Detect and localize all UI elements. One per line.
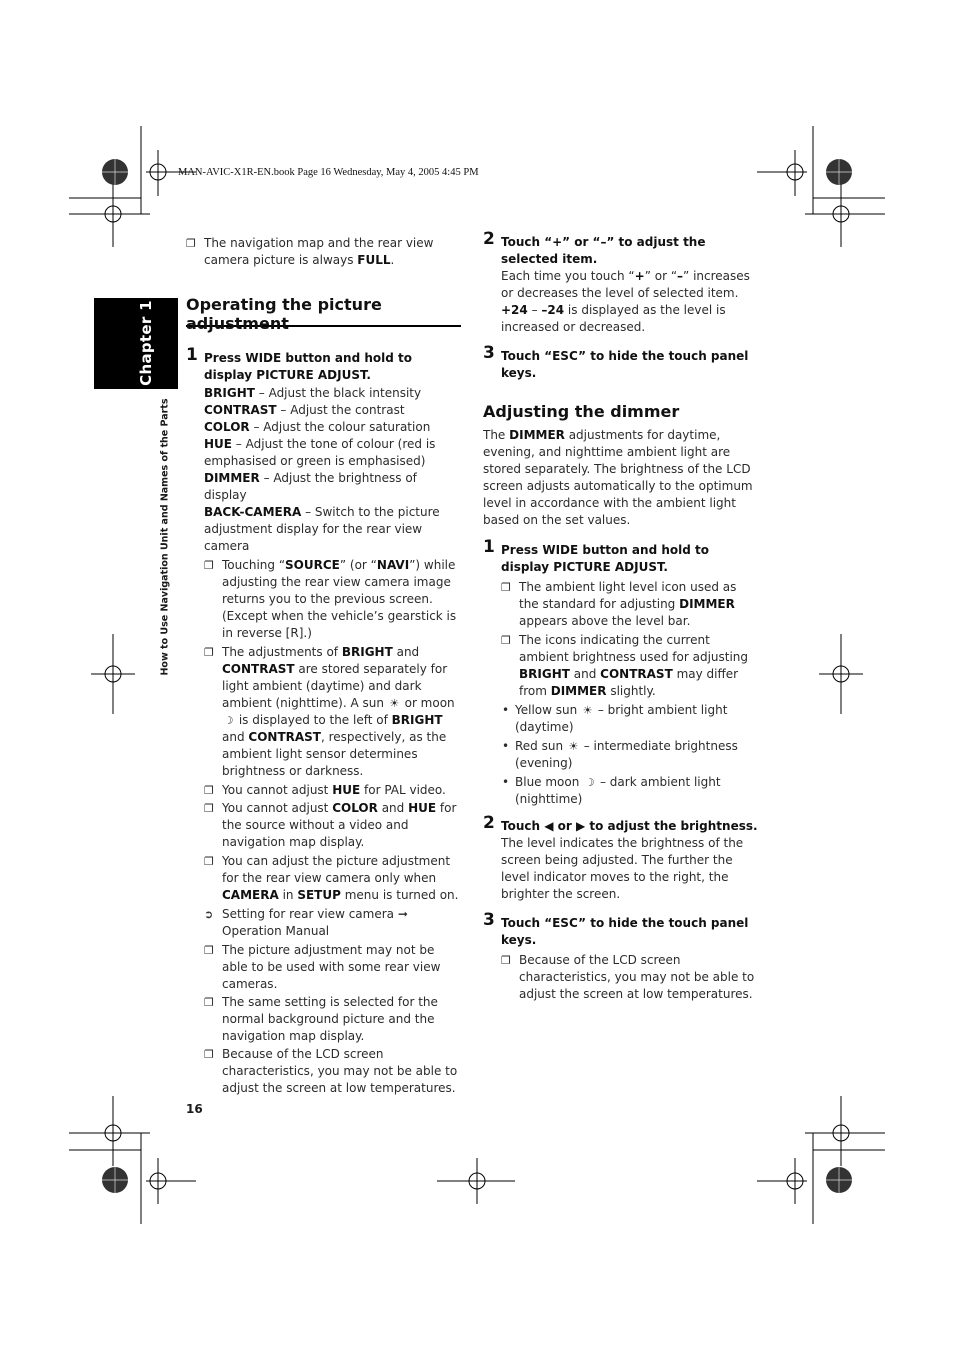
section-label: How to Use Navigation Unit and Names of the Parts [159, 398, 171, 676]
checkbox-bullet-icon: ❐ [501, 581, 511, 594]
step-title: Touch “ESC” to hide the touch panel keys. [501, 349, 749, 380]
checkbox-bullet-icon: ❐ [204, 784, 214, 797]
sun-icon: ☀ [582, 704, 593, 717]
step-body: +24 – –24 is displayed as the level is increased or decreased. [501, 303, 726, 334]
definition-item: HUE – Adjust the tone of colour (red is emphasised or green is emphasised) [204, 437, 436, 468]
definition-item: BACK-CAMERA – Switch to the picture adjustment display for the rear view camera [204, 505, 440, 553]
step-1 [186, 345, 462, 1097]
step-body: The level indicates the brightness of the screen being adjusted. The further the level indicator moves to the right, the brighter the screen. [501, 836, 744, 901]
step-number: 3 [483, 343, 495, 363]
step-3 [483, 343, 759, 382]
reference-item: ➲ Setting for rear view camera ➞ Operation Manual [204, 907, 408, 938]
note-item: ❐ Because of the LCD screen characteristics, you may not be able to adjust the screen at low temperatures. [204, 1047, 458, 1095]
checkbox-bullet-icon: ❐ [204, 1048, 214, 1061]
checkbox-bullet-icon: ❐ [501, 634, 511, 647]
step-number: 1 [483, 537, 495, 557]
note-item: ❐ You can adjust the picture adjustment for the rear view camera only when CAMERA in SETUP menu is turned on. [204, 854, 459, 902]
note-item: ❐ Touching “SOURCE” (or “NAVI”) while adjusting the rear view camera image returns you to the previous screen. (Except when the vehicle’s gearstick is in reverse [R].) [204, 558, 457, 640]
dimmer-step-2 [483, 813, 759, 903]
step-number: 1 [186, 345, 198, 365]
definition-item: CONTRAST – Adjust the contrast [204, 403, 405, 417]
chapter-label: Chapter 1 [137, 300, 155, 386]
step-title: Touch “ESC” to hide the touch panel keys. [501, 916, 749, 947]
section-intro: The DIMMER adjustments for daytime, evening, and nighttime ambient light are stored separately. The brightness of the LCD screen adjusts automatically to the optimum level in accordance with the ambient light based on the set values. [483, 428, 753, 527]
step-title: Touch ◀ or ▶ to adjust the brightness. [501, 819, 758, 833]
page-number: 16 [186, 1102, 203, 1116]
list-item: • Yellow sun ☀ – bright ambient light (daytime) [502, 703, 728, 734]
dimmer-step-3 [483, 910, 759, 1003]
left-column [186, 235, 462, 1097]
arrow-right-icon: ➞ [397, 907, 408, 921]
step-title: Press WIDE button and hold to display PICTURE ADJUST. [204, 351, 412, 382]
note-item: ❐ You cannot adjust HUE for PAL video. [204, 783, 446, 797]
step-title: Touch “+” or “–” to adjust the selected item. [501, 235, 706, 266]
sun-icon: ☀ [568, 740, 579, 753]
note-item: ❐ The same setting is selected for the normal background picture and the navigation map display. [204, 995, 438, 1043]
moon-icon: ☽ [584, 776, 595, 789]
checkbox-bullet-icon: ❐ [204, 559, 214, 572]
step-number: 2 [483, 813, 495, 833]
section-heading: Operating the picture adjustment [186, 295, 382, 333]
list-item: • Red sun ☀ – intermediate brightness (evening) [502, 739, 738, 770]
moon-icon: ☽ [223, 714, 234, 727]
file-info-header: MAN-AVIC-X1R-EN.book Page 16 Wednesday, May 4, 2005 4:45 PM [178, 167, 479, 178]
cross-reference-icon: ➲ [204, 908, 214, 921]
intro-note: ❐ The navigation map and the rear view camera picture is always FULL. [186, 236, 434, 267]
dimmer-step-1 [483, 537, 759, 808]
note-item: ❐ Because of the LCD screen characteristics, you may not be able to adjust the screen at low temperatures. [501, 953, 755, 1001]
checkbox-bullet-icon: ❐ [204, 802, 214, 815]
definition-list [204, 385, 462, 555]
checkbox-bullet-icon: ❐ [186, 237, 196, 250]
checkbox-bullet-icon: ❐ [204, 646, 214, 659]
note-item: ❐ The picture adjustment may not be able to be used with some rear view cameras. [204, 943, 441, 991]
definition-item: COLOR – Adjust the colour saturation [204, 420, 431, 434]
checkbox-bullet-icon: ❐ [204, 944, 214, 957]
note-item: ❐ The ambient light level icon used as the standard for adjusting DIMMER appears above the level bar. [501, 580, 737, 628]
step-number: 2 [483, 229, 495, 249]
section-heading: Adjusting the dimmer [483, 402, 680, 421]
triangle-right-icon: ▶ [575, 819, 586, 833]
step-body: Each time you touch “+” or “–” increases or decreases the level of selected item. [501, 269, 750, 300]
list-item: • Blue moon ☽ – dark ambient light (nighttime) [502, 775, 721, 806]
right-column [483, 229, 759, 1003]
note-item: ❐ The adjustments of BRIGHT and CONTRAST are stored separately for light ambient (daytime) and dark ambient (nighttime). A sun ☀ or moon ☽ is displayed to the left of BRIGHT and CONTRAST, respectively, as the ambient light sensor determines brightness or darkness. [204, 645, 455, 778]
triangle-left-icon: ◀ [544, 819, 554, 833]
note-item: ❐ The icons indicating the current ambient brightness used for adjusting BRIGHT and CONTRAST may differ from DIMMER slightly. [501, 633, 749, 698]
sun-icon: ☀ [389, 697, 400, 710]
checkbox-bullet-icon: ❐ [204, 996, 214, 1009]
definition-item: DIMMER – Adjust the brightness of display [204, 471, 417, 502]
step-2 [483, 229, 759, 336]
definition-item: BRIGHT – Adjust the black intensity [204, 386, 422, 400]
note-item: ❐ You cannot adjust COLOR and HUE for the source without a video and navigation map display. [204, 801, 457, 849]
chapter-tab [94, 298, 178, 389]
checkbox-bullet-icon: ❐ [204, 855, 214, 868]
step-number: 3 [483, 910, 495, 930]
step-title: Press WIDE button and hold to display PICTURE ADJUST. [501, 543, 709, 574]
checkbox-bullet-icon: ❐ [501, 954, 511, 967]
